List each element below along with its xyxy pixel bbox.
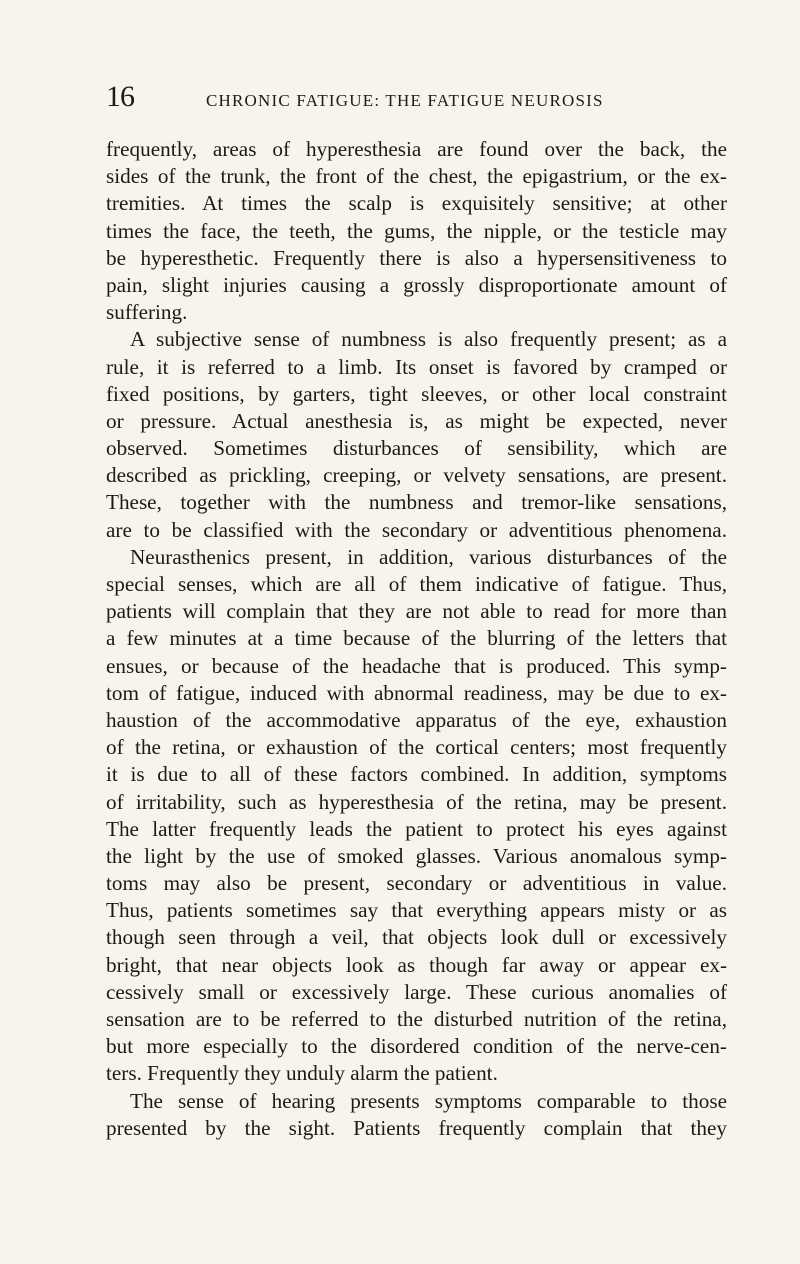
text-line: A subjective sense of numbness is also frequently present; as a (130, 327, 727, 352)
text-line: of irritability, such as hyperesthesia of the retina, may be present. (106, 789, 727, 814)
text-line: special senses, which are all of them indicative of fatigue. Thus, (106, 572, 727, 596)
text-line: a few minutes at a time because of the blurring of the letters that (106, 626, 727, 651)
running-head: CHRONIC FATIGUE: THE FATIGUE NEUROSIS (206, 91, 604, 110)
text-line: These, together with the numbness and tremor-like sensations, (106, 490, 727, 515)
text-line: suffering. (106, 300, 188, 325)
text-line: patients will complain that they are not able to read for more than (106, 599, 727, 624)
text-line: tom of fatigue, induced with abnormal readiness, may be due to ex- (106, 680, 727, 705)
text-line: be hyperesthetic. Frequently there is also a hypersensitiveness to (106, 245, 727, 270)
page-header (106, 82, 746, 122)
text-line: tremities. At times the scalp is exquisitely sensitive; at other (106, 191, 727, 216)
text-line: The latter frequently leads the patient to protect his eyes against (106, 816, 727, 841)
text-line: fixed positions, by garters, tight sleeves, or other local constraint (106, 381, 727, 406)
text-line: of the retina, or exhaustion of the cortical centers; most frequently (106, 735, 727, 760)
text-line: the light by the use of smoked glasses. Various anomalous symp- (106, 843, 727, 868)
text-line: sensation are to be referred to the disturbed nutrition of the retina, (106, 1007, 727, 1031)
text-line: but more especially to the disordered condition of the nerve-cen- (106, 1034, 727, 1059)
body-text (106, 136, 727, 1142)
text-line: ters. Frequently they unduly alarm the patient. (106, 1061, 498, 1086)
text-line: ensues, or because of the headache that is produced. This symp- (106, 653, 727, 678)
text-line: cessively small or excessively large. These curious anomalies of (106, 979, 727, 1004)
text-line: are to be classified with the secondary or adventitious phenomena. (106, 517, 727, 542)
text-line: though seen through a veil, that objects look dull or excessively (106, 925, 727, 950)
text-line: bright, that near objects look as though far away or appear ex- (106, 952, 727, 977)
text-line: Thus, patients sometimes say that everything appears misty or as (106, 898, 727, 923)
text-line: haustion of the accommodative apparatus of the eye, exhaustion (106, 707, 727, 732)
text-line: frequently, areas of hyperesthesia are found over the back, the (106, 137, 727, 161)
text-line: times the face, the teeth, the gums, the nipple, or the testicle may (106, 218, 727, 243)
text-line: rule, it is referred to a limb. Its onset is favored by cramped or (106, 354, 727, 379)
text-line: toms may also be present, secondary or adventitious in value. (106, 871, 727, 896)
text-line: Neurasthenics present, in addition, various disturbances of the (130, 544, 727, 569)
text-line: observed. Sometimes disturbances of sensibility, which are (106, 436, 727, 461)
text-line: sides of the trunk, the front of the chest, the epigastrium, or the ex- (106, 164, 727, 189)
text-line: described as prickling, creeping, or velvety sensations, are present. (106, 463, 727, 488)
text-line: or pressure. Actual anesthesia is, as might be expected, never (106, 408, 727, 433)
text-line: presented by the sight. Patients frequently complain that they (106, 1115, 727, 1140)
page-number: 16 (106, 80, 134, 113)
text-line: The sense of hearing presents symptoms comparable to those (130, 1088, 727, 1113)
text-line: pain, slight injuries causing a grossly disproportionate amount of (106, 272, 727, 297)
text-line: it is due to all of these factors combined. In addition, symptoms (106, 762, 727, 787)
